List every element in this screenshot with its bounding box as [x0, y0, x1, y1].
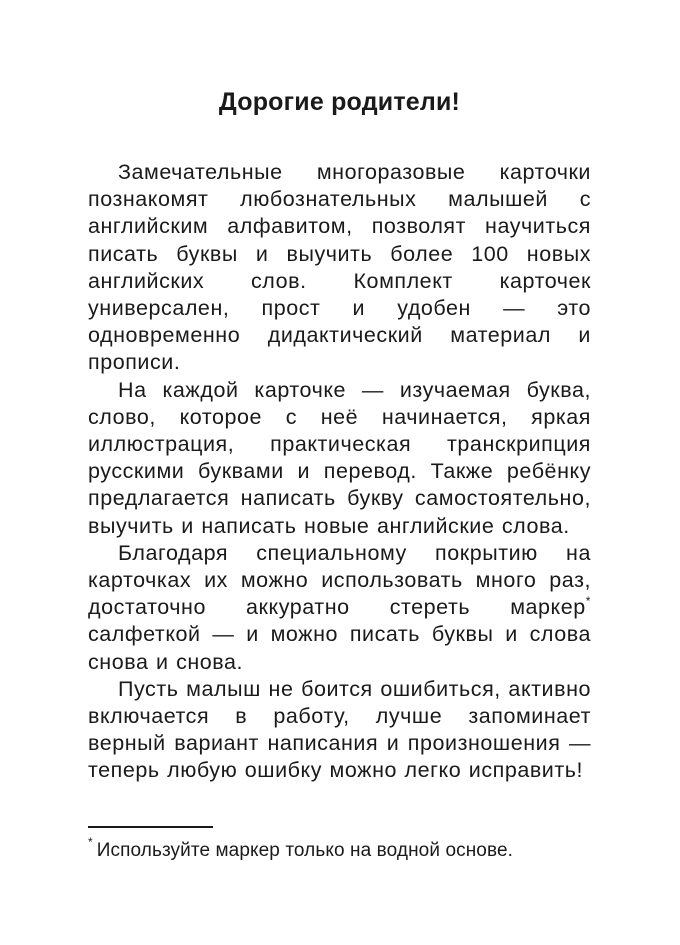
paragraph-card-contents: На каждой карточке — изучаемая буква, слово, которое с неё начинается, яркая иллюстрация, практическая транскрипция русскими буквами и перевод. Также ребёнку предлагается написать букву самостоятельно, выучить и написать новые английские слова. [88, 377, 591, 538]
paragraph-intro: Замечательные многоразовые карточки познакомят любознательных малышей с английским алфавитом, позволят научиться писать буквы и выучить более 100 новых английских слов. Комплект карточек универсален, прост и удобен — это одновременно дидактический материал и прописи. [88, 160, 591, 375]
paragraph-encouragement: Пусть малыш не боится ошибиться, активно включается в работу, лучше запоминает верный вариант написания и произношения — теперь любую ошибку можно легко исправить! [88, 676, 591, 783]
paragraph-reusable-coating [88, 540, 591, 676]
footnote-reference-marker: * [585, 594, 591, 609]
footnote [88, 835, 608, 864]
page-title: Дорогие родители! [218, 88, 461, 116]
footnote-divider [88, 826, 213, 828]
footnote-marker: * [88, 835, 93, 849]
footnote-text: Используйте маркер только на водной основе. [96, 840, 513, 861]
paragraph-text-before-marker: Благодаря специальному покрытию на карточках их можно использовать много раз, достаточно аккуратно стереть маркер [88, 540, 591, 620]
paragraph-text-after-marker: салфеткой — и можно писать буквы и слова снова и снова. [88, 622, 591, 674]
document-page [88, 78, 591, 785]
